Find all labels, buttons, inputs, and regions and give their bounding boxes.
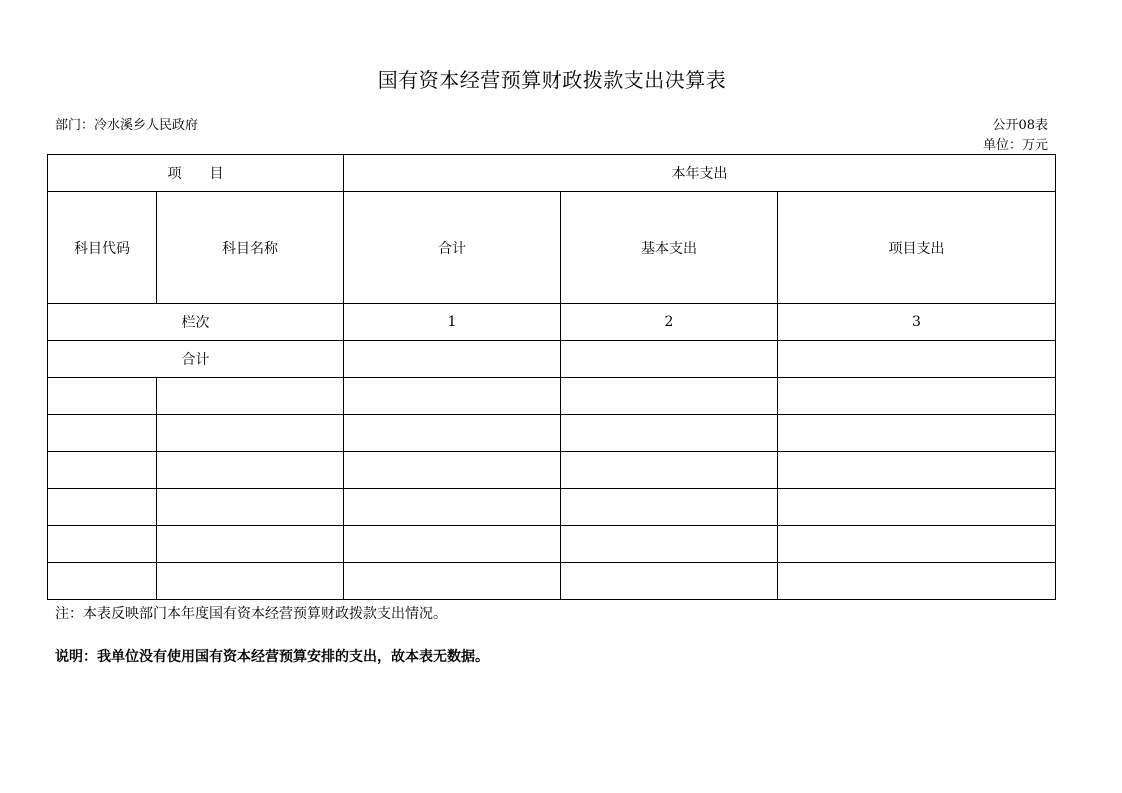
- total-cell-total: [344, 341, 561, 378]
- table-cell: [48, 452, 157, 489]
- column-number-row: [48, 304, 1056, 341]
- table-cell: [561, 489, 778, 526]
- table-cell: [48, 526, 157, 563]
- form-number: 公开08表: [992, 118, 1048, 133]
- table-cell: [157, 415, 344, 452]
- col-subject-code: 科目代码: [48, 192, 157, 304]
- table-cell: [778, 415, 1056, 452]
- table-header-row: [48, 155, 1056, 192]
- page-title: 国有资本经营预算财政拨款支出决算表: [377, 68, 727, 92]
- table-cell: [344, 378, 561, 415]
- table-row: [48, 378, 1056, 415]
- column-number-3: 3: [778, 304, 1056, 341]
- table-cell: [778, 526, 1056, 563]
- table-cell: [157, 452, 344, 489]
- department-label: 部门：冷水溪乡人民政府: [55, 118, 199, 133]
- table-cell: [561, 452, 778, 489]
- table-note: 注：本表反映部门本年度国有资本经营预算财政拨款支出情况。: [55, 606, 447, 622]
- table-cell: [778, 489, 1056, 526]
- table-cell: [157, 489, 344, 526]
- column-number-label: 栏次: [48, 304, 344, 341]
- total-cell-project: [778, 341, 1056, 378]
- expenditure-table: [47, 154, 1056, 600]
- col-basic-expenditure: 基本支出: [561, 192, 778, 304]
- table-cell: [344, 415, 561, 452]
- table-cell: [48, 489, 157, 526]
- table-cell: [344, 489, 561, 526]
- table-cell: [344, 563, 561, 600]
- column-number-2: 2: [561, 304, 778, 341]
- table-row: [48, 526, 1056, 563]
- table-cell: [48, 415, 157, 452]
- total-row-label: 合计: [48, 341, 344, 378]
- col-subject-name: 科目名称: [157, 192, 344, 304]
- unit-label: 单位：万元: [982, 138, 1048, 153]
- table-row: [48, 452, 1056, 489]
- table-cell: [48, 563, 157, 600]
- table-cell: [157, 378, 344, 415]
- table-cell: [778, 563, 1056, 600]
- table-cell: [561, 563, 778, 600]
- table-cell: [48, 378, 157, 415]
- explanation-text: 说明：我单位没有使用国有资本经营预算安排的支出，故本表无数据。: [55, 649, 489, 665]
- table-row: [48, 415, 1056, 452]
- table-cell: [561, 415, 778, 452]
- header-item-cell: 项 目: [48, 155, 344, 192]
- header-current-year-cell: 本年支出: [344, 155, 1056, 192]
- total-cell-basic: [561, 341, 778, 378]
- table-cell: [561, 378, 778, 415]
- table-row: [48, 489, 1056, 526]
- table-cell: [778, 452, 1056, 489]
- col-total: 合计: [344, 192, 561, 304]
- table-row: [48, 563, 1056, 600]
- total-row: [48, 341, 1056, 378]
- table-cell: [157, 526, 344, 563]
- col-project-expenditure: 项目支出: [778, 192, 1056, 304]
- table-cell: [344, 526, 561, 563]
- column-number-1: 1: [344, 304, 561, 341]
- table-cell: [344, 452, 561, 489]
- table-cell: [778, 378, 1056, 415]
- table-subheader-row: [48, 192, 1056, 304]
- table-cell: [157, 563, 344, 600]
- table-cell: [561, 526, 778, 563]
